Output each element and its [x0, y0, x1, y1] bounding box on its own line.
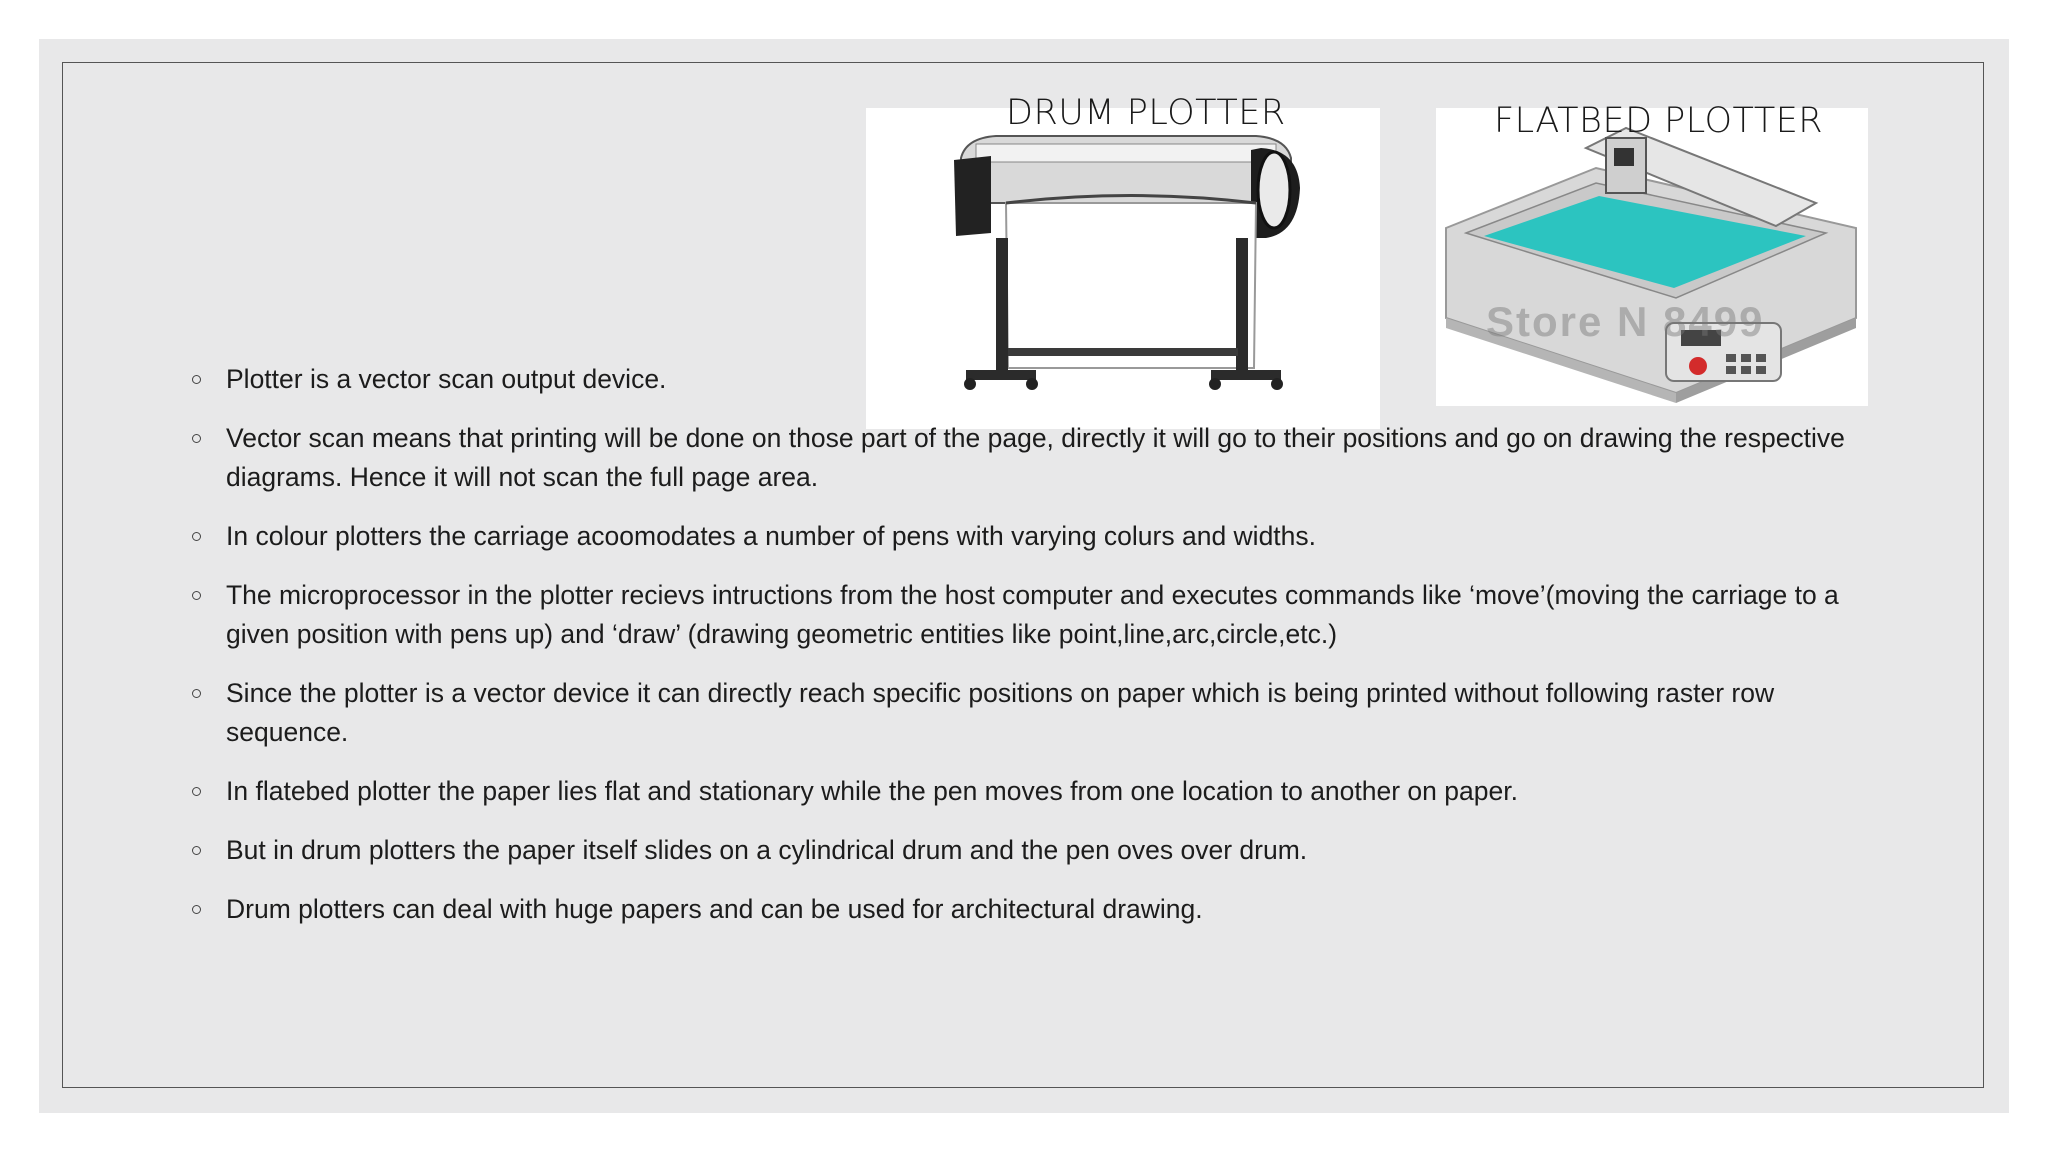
bullet-text: In colour plotters the carriage acoomodates a number of pens with varying colurs and widths. — [226, 521, 1317, 551]
bullet-item — [190, 360, 1850, 399]
bullet-circle-icon — [192, 532, 201, 541]
bullet-text: Since the plotter is a vector device it can directly reach specific positions on paper which is being printed without following raster row sequence. — [226, 678, 1775, 747]
image-watermark: Store N 8499 — [1486, 298, 1765, 345]
bullet-item — [190, 517, 1850, 556]
bullet-circle-icon — [192, 689, 201, 698]
bullet-item — [190, 576, 1850, 654]
bullet-text: Plotter is a vector scan output device. — [226, 364, 667, 394]
bullet-item — [190, 890, 1850, 929]
bullet-circle-icon — [192, 591, 201, 600]
bullet-text: In flatebed plotter the paper lies flat and stationary while the pen moves from one location to another on paper. — [226, 776, 1518, 806]
bullet-text: The microprocessor in the plotter recievs intructions from the host computer and executes commands like ‘move’(moving the carriage to a given position with pens up) and ‘draw’ (drawing geometric entities like point,line,arc,circle,etc.) — [226, 580, 1839, 649]
bullet-item — [190, 674, 1850, 752]
bullet-item — [190, 772, 1850, 811]
bullet-item — [190, 831, 1850, 870]
bullet-circle-icon — [192, 846, 201, 855]
flatbed-plotter-caption: FLATBED PLOTTER — [1494, 101, 1824, 141]
bullet-item — [190, 419, 1850, 497]
drum-plotter-caption: DRUM PLOTTER — [1006, 93, 1286, 133]
bullet-circle-icon — [192, 905, 201, 914]
bullet-circle-icon — [192, 375, 201, 384]
bullet-text: But in drum plotters the paper itself slides on a cylindrical drum and the pen oves over drum. — [226, 835, 1308, 865]
bullet-circle-icon — [192, 787, 201, 796]
bullet-list — [190, 360, 1850, 949]
bullet-circle-icon — [192, 434, 201, 443]
bullet-text: Drum plotters can deal with huge papers and can be used for architectural drawing. — [226, 894, 1203, 924]
bullet-text: Vector scan means that printing will be done on those part of the page, directly it will go to their positions and go on drawing the respective diagrams. Hence it will not scan the full page area. — [226, 423, 1845, 492]
